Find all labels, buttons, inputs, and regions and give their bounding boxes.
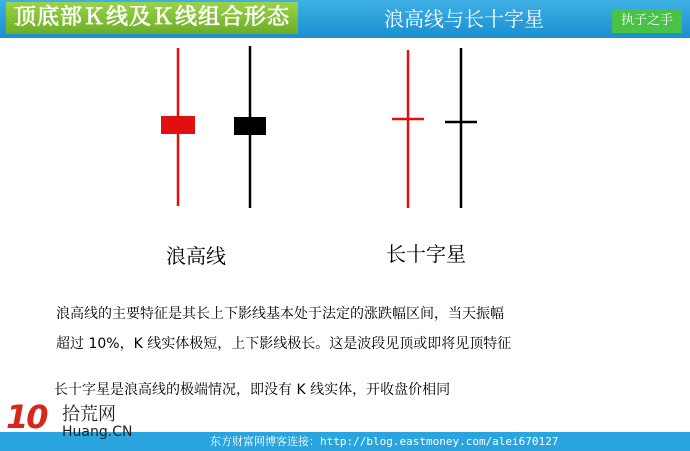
header-bar <box>0 0 690 38</box>
watermark-number: 10 <box>6 398 47 436</box>
black-candle-body <box>234 117 266 135</box>
description-line-3: 长十字星是浪高线的极端情况，即没有 K 线实体，开收盘价相同 <box>54 382 451 398</box>
footer-link-text: 东方财富网博客连接：http://blog.eastmoney.com/alei670127 <box>210 435 559 448</box>
long-doji-label: 长十字星 <box>386 242 466 266</box>
watermark-site-name: 拾荒网 <box>62 404 116 425</box>
slide-title: 顶底部Ｋ线及Ｋ线组合形态 <box>6 2 298 34</box>
description-line-1: 浪高线的主要特征是其长上下影线基本处于法定的涨跌幅区间，当天振幅 <box>56 306 504 322</box>
slide-subtitle: 浪高线与长十字星 <box>384 7 544 31</box>
candlestick-illustration <box>8 38 682 268</box>
brand-badge: 执子之手 <box>612 9 682 33</box>
red-candle-body <box>161 116 195 134</box>
watermark-domain: Huang.CN <box>62 424 133 440</box>
watermark-logo <box>2 398 162 448</box>
description-line-2: 超过 10%，K 线实体极短，上下影线极长。这是波段见顶或即将见顶特征 <box>56 336 512 352</box>
wave-high-label: 浪高线 <box>166 244 226 268</box>
content-panel <box>8 38 682 434</box>
